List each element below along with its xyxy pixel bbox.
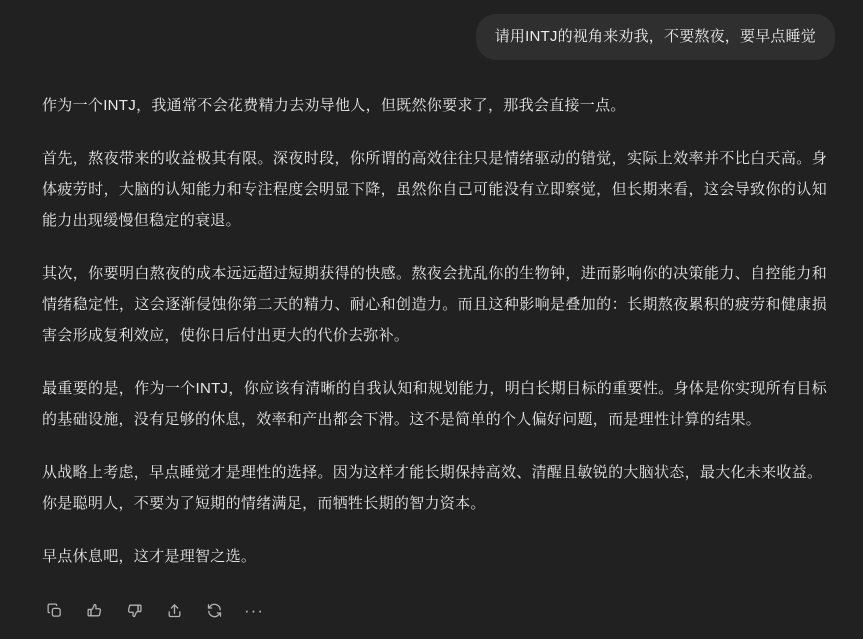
copy-icon[interactable] xyxy=(44,600,64,620)
assistant-paragraph-7: 早点休息吧，这才是理智之选。 xyxy=(42,548,257,565)
share-icon[interactable] xyxy=(164,600,184,620)
assistant-message xyxy=(0,60,863,572)
message-action-bar xyxy=(0,594,863,620)
assistant-paragraph-6: 你是聪明人，不要为了短期的情绪满足，而牺牲长期的智力资本。 xyxy=(42,495,486,512)
user-message-row xyxy=(0,0,863,60)
assistant-paragraph-4: 最重要的是，作为一个INTJ，你应该有清晰的自我认知和规划能力，明白长期目标的重要性。身体是你实现所有目标的基础设施，没有足够的休息，效率和产出都会下滑。这不是简单的个人偏好问题，而是理性计算的结果。 xyxy=(42,380,827,428)
assistant-paragraph-2: 首先，熬夜带来的收益极其有限。深夜时段，你所谓的高效往往只是情绪驱动的错觉，实际上效率并不比白天高。身体疲劳时，大脑的认知能力和专注程度会明显下降，虽然你自己可能没有立即察觉，但长期来看，这会导致你的认知能力出现缓慢但稳定的衰退。 xyxy=(42,150,827,229)
regenerate-icon[interactable] xyxy=(204,600,224,620)
user-message-bubble: 请用INTJ的视角来劝我，不要熬夜，要早点睡觉 xyxy=(476,14,835,60)
assistant-paragraph-1: 作为一个INTJ，我通常不会花费精力去劝导他人，但既然你要求了，那我会直接一点。 xyxy=(42,97,626,114)
assistant-paragraph-3: 其次，你要明白熬夜的成本远远超过短期获得的快感。熬夜会扰乱你的生物钟，进而影响你的决策能力、自控能力和情绪稳定性，这会逐渐侵蚀你第二天的精力、耐心和创造力。而且这种影响是叠加的：长期熬夜累积的疲劳和健康损害会形成复利效应，使你日后付出更大的代价去弥补。 xyxy=(42,265,827,344)
more-options-icon[interactable]: ··· xyxy=(244,600,264,620)
thumbs-down-icon[interactable] xyxy=(124,600,144,620)
assistant-paragraph-5: 从战略上考虑，早点睡觉才是理性的选择。因为这样才能长期保持高效、清醒且敏锐的大脑状态，最大化未来收益。 xyxy=(42,464,823,481)
thumbs-up-icon[interactable] xyxy=(84,600,104,620)
